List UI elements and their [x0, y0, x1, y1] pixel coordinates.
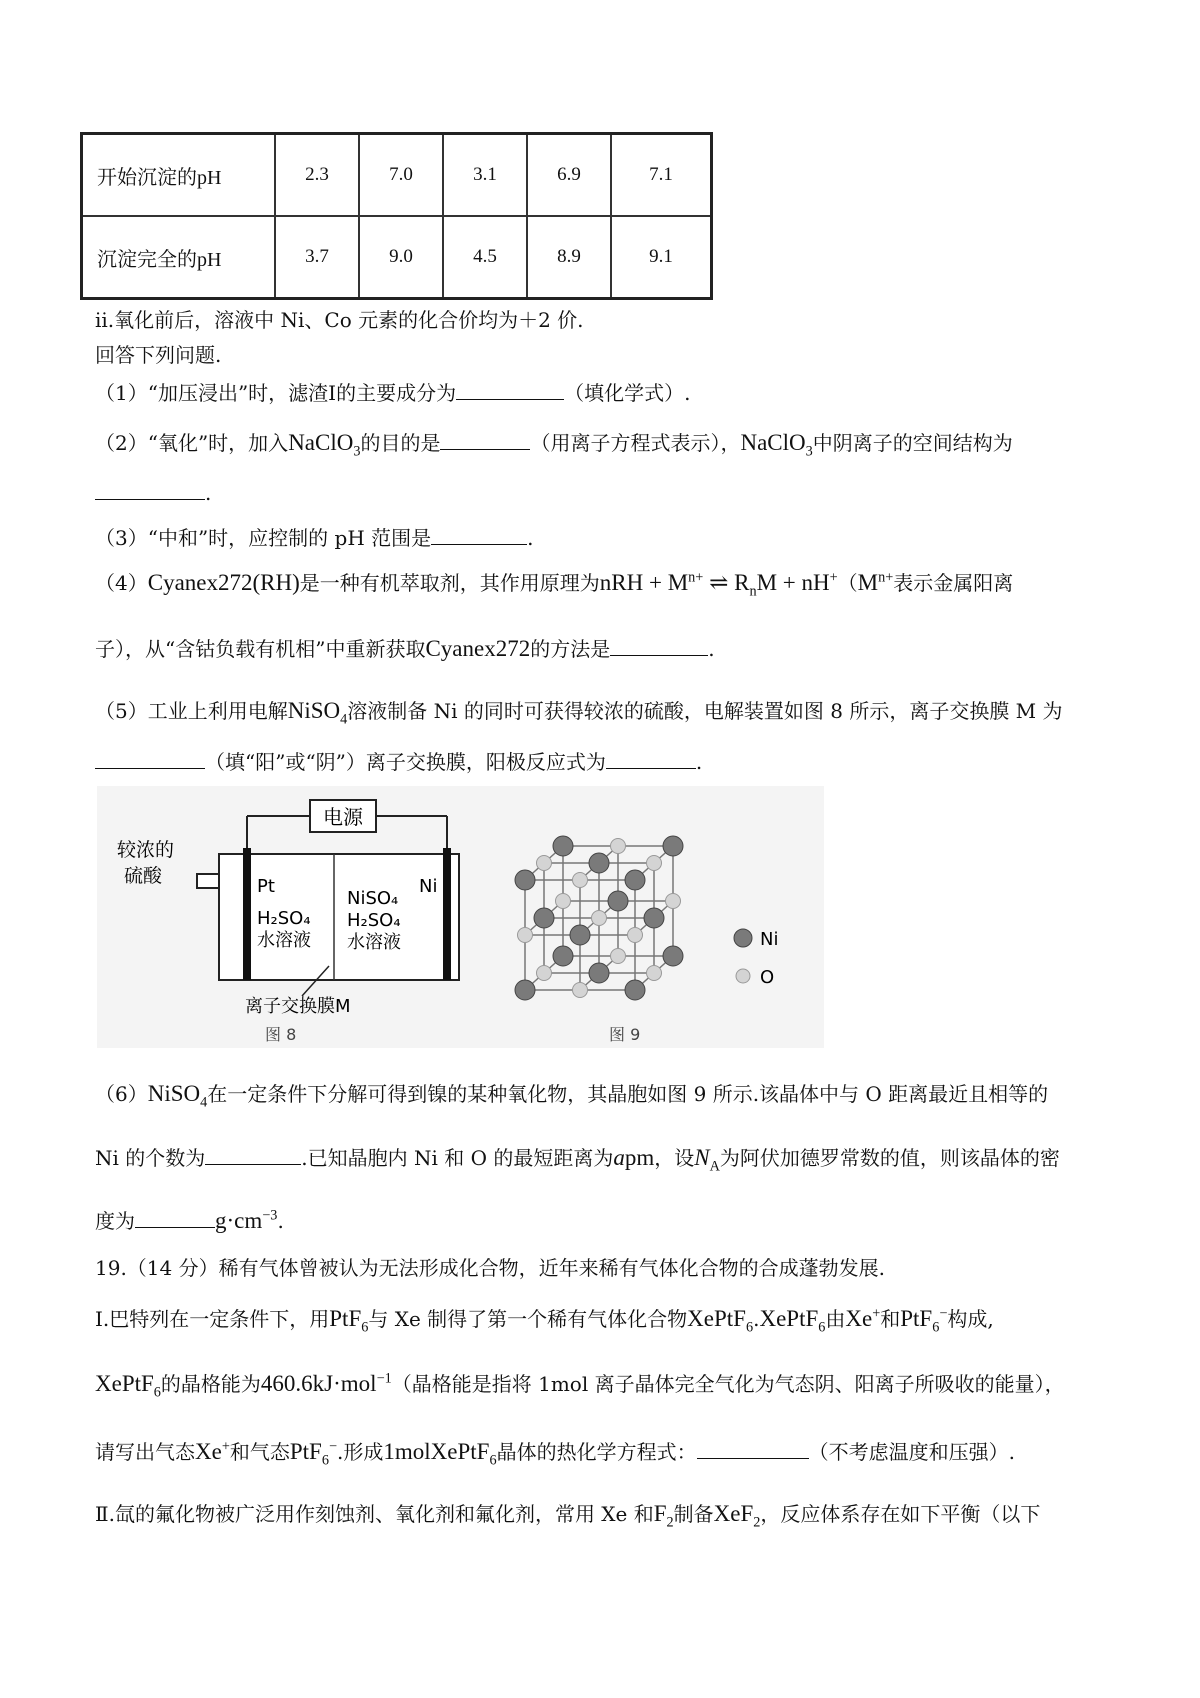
answer-blank[interactable] — [610, 634, 708, 656]
ni-electrode — [443, 848, 451, 980]
o-atom — [647, 966, 662, 981]
question-4-cont — [95, 634, 715, 663]
text: 晶体的热化学方程式： — [496, 1440, 697, 1464]
part-I-line-1 — [95, 1305, 994, 1337]
text: . — [695, 750, 703, 774]
note-ii: ii.氧化前后，溶液中 Ni、Co 元素的化合价均为＋2 价. — [95, 308, 584, 332]
o-atom — [537, 966, 552, 981]
formula: $N_A$ — [694, 1145, 720, 1175]
text: （ — [837, 571, 858, 595]
text: .形成 — [337, 1440, 384, 1464]
ni-atom — [663, 946, 683, 966]
membrane-label: 离子交换膜M — [245, 996, 351, 1017]
text: Ni 的个数为 — [95, 1146, 206, 1170]
table-cell: 8.9 — [527, 216, 611, 299]
text: . — [708, 637, 715, 661]
text: . — [277, 1209, 284, 1233]
formula: Xe+ — [845, 1305, 881, 1331]
text: 溶液制备 Ni 的同时可获得较浓的硫酸，电解装置如图 8 所示，离子交换膜 M 为 — [347, 699, 1063, 723]
table-cell: 9.1 — [611, 216, 712, 299]
right-solution-2: H₂SO₄ — [347, 910, 401, 931]
question-2-cont — [95, 478, 211, 505]
note-answer: 回答下列问题. — [95, 343, 222, 367]
table-cell: 4.5 — [443, 216, 527, 299]
table-row — [82, 134, 712, 217]
question-2 — [95, 428, 1013, 461]
text: 中阴离子的空间结构为 — [812, 431, 1013, 455]
answer-blank[interactable] — [456, 378, 564, 400]
text: . — [753, 1307, 760, 1331]
formula: Cyanex272 — [425, 636, 531, 661]
o-atom — [537, 856, 552, 871]
electrolysis-cell — [219, 854, 459, 980]
question-1 — [95, 378, 690, 405]
formula: NiSO$_4$ — [287, 698, 348, 728]
question-6-cont2 — [95, 1206, 284, 1235]
answer-blank[interactable] — [697, 1437, 809, 1459]
row-label: 沉淀完全的pH — [82, 216, 276, 299]
text: （填“阳”或“阴”）离子交换膜，阳极反应式为 — [205, 750, 606, 774]
text: （1）“加压浸出”时，滤渣Ⅰ的主要成分为 — [95, 381, 457, 405]
o-atom — [556, 894, 571, 909]
formula: XePtF$_6$ — [95, 1371, 161, 1401]
text: 表示金属阳离 — [893, 571, 1014, 595]
text: ，设 — [654, 1146, 695, 1170]
ni-atom — [534, 908, 554, 928]
answer-blank[interactable] — [95, 747, 205, 769]
text: 由 — [825, 1307, 846, 1331]
power-label: 电源 — [323, 805, 363, 829]
formula: NaClO$_3$ — [288, 430, 361, 460]
text: Ⅱ.氙的氟化物被广泛用作刻蚀剂、氧化剂和氟化剂，常用 Xe 和 — [95, 1502, 654, 1526]
question-5-cont — [95, 747, 702, 774]
acid-label-1: 较浓的 — [117, 839, 175, 861]
formula: XePtF$_6$ — [759, 1306, 826, 1336]
formula: XePtF$_6$ — [687, 1306, 754, 1336]
text: 的目的是 — [360, 431, 441, 455]
pt-electrode — [243, 848, 251, 980]
figure-svg — [97, 786, 824, 1048]
lattice-atoms — [515, 836, 683, 1000]
part-II-line-1 — [95, 1500, 1040, 1532]
text: 为阿伏加德罗常数的值，则该晶体的密 — [719, 1146, 1060, 1170]
o-atom — [666, 894, 681, 909]
ni-atom — [608, 891, 628, 911]
table-row — [82, 216, 712, 299]
figure-8 — [117, 800, 459, 1044]
text: 的方法是 — [530, 637, 611, 661]
acid-outlet — [197, 874, 219, 888]
text: 构成, — [947, 1307, 994, 1331]
table-cell: 6.9 — [527, 134, 611, 217]
equation: nRH + $M^{n+}$ ⇌ $R_nM + nH^+$ — [599, 569, 838, 600]
ni-atom — [625, 980, 645, 1000]
answer-blank[interactable] — [135, 1206, 215, 1228]
o-atom — [573, 983, 588, 998]
o-atom — [628, 928, 643, 943]
table-cell: 2.3 — [275, 134, 359, 217]
o-atom — [592, 911, 607, 926]
text: 制备 — [673, 1502, 714, 1526]
formula: Xe+ — [195, 1438, 230, 1464]
ni-atom — [553, 946, 573, 966]
text: （晶格能是指将 1mol 离子晶体完全气化为气态阴、阳离子所吸收的能量）， — [391, 1372, 1065, 1396]
part-I-line-3 — [95, 1437, 1015, 1470]
question-6-cont — [95, 1143, 1060, 1176]
table-cell: 3.1 — [443, 134, 527, 217]
figure-9-caption: 图 9 — [609, 1025, 641, 1044]
formula: $F_2$ — [653, 1501, 674, 1531]
pt-label: Pt — [257, 876, 275, 897]
legend-o-label: O — [760, 967, 775, 988]
ni-atom — [625, 870, 645, 890]
formula: 1molXePtF$_6$ — [383, 1439, 497, 1469]
figures-8-9 — [97, 786, 824, 1048]
text: （4） — [95, 571, 148, 595]
text: 和 — [880, 1307, 901, 1331]
right-solution-3: 水溶液 — [347, 932, 401, 953]
ni-label: Ni — [419, 876, 438, 897]
table-cell: 7.1 — [611, 134, 712, 217]
text: 与 Xe 制得了第一个稀有气体化合物 — [368, 1307, 688, 1331]
answer-blank[interactable] — [440, 428, 530, 450]
formula: apm — [613, 1145, 655, 1170]
formula: NaClO$_3$ — [740, 430, 813, 460]
question-4 — [95, 569, 1013, 601]
ni-atom — [663, 836, 683, 856]
formula: Cyanex272(RH) — [147, 570, 300, 595]
left-solution-1: H₂SO₄ — [257, 908, 311, 929]
ni-atom — [589, 963, 609, 983]
text: Ⅰ.巴特列在一定条件下，用 — [95, 1307, 330, 1331]
o-atom — [573, 873, 588, 888]
text: ，反应体系存在如下平衡（以下 — [760, 1502, 1041, 1526]
question-3 — [95, 523, 534, 550]
figure-9 — [515, 836, 778, 1044]
ni-atom — [515, 980, 535, 1000]
text: 在一定条件下分解可得到镍的某种氧化物，其晶胞如图 9 所示.该晶体中与 O 距离最近且相等的 — [207, 1082, 1049, 1106]
answer-blank[interactable] — [606, 747, 696, 769]
table-cell: 3.7 — [275, 216, 359, 299]
formula: PtF$_6$ — [329, 1306, 369, 1336]
o-atom — [518, 928, 533, 943]
answer-blank[interactable] — [95, 478, 205, 500]
part-I-line-2 — [95, 1370, 1065, 1402]
o-atom — [611, 949, 626, 964]
text: 的晶格能为 — [160, 1372, 261, 1396]
o-atom — [611, 839, 626, 854]
ph-table — [80, 132, 713, 300]
text: （5）工业上利用电解 — [95, 699, 288, 723]
text: . — [527, 526, 534, 550]
question-6 — [95, 1080, 1048, 1112]
ni-atom — [644, 908, 664, 928]
row-label: 开始沉淀的pH — [82, 134, 276, 217]
right-solution-1: NiSO₄ — [347, 888, 399, 909]
text: .已知晶胞内 Ni 和 O 的最短距离为 — [301, 1146, 614, 1170]
formula: NiSO$_4$ — [147, 1081, 208, 1111]
answer-blank[interactable] — [205, 1143, 301, 1165]
text: （用离子方程式表示）， — [530, 431, 741, 455]
legend-o-marker — [736, 969, 750, 983]
text: （6） — [95, 1082, 148, 1106]
unit: $g\cdot cm^{-3}$ — [215, 1207, 278, 1233]
formula: $M^{n+}$ — [857, 569, 894, 595]
figure-8-caption: 图 8 — [265, 1025, 297, 1044]
legend-ni-label: Ni — [760, 929, 779, 950]
table-cell: 7.0 — [359, 134, 443, 217]
text: 和气态 — [229, 1440, 290, 1464]
ni-atom — [553, 836, 573, 856]
text: 是一种有机萃取剂，其作用原理为 — [299, 571, 600, 595]
text: . — [205, 481, 212, 505]
answer-blank[interactable] — [431, 523, 527, 545]
ni-atom — [589, 853, 609, 873]
legend-ni-marker — [734, 929, 752, 947]
table-cell: 9.0 — [359, 216, 443, 299]
question-19-title: 19.（14 分）稀有气体曾被认为无法形成化合物，近年来稀有气体化合物的合成蓬勃发展. — [95, 1256, 885, 1280]
text: 度为 — [95, 1209, 135, 1233]
text: 请写出气态 — [95, 1440, 195, 1464]
text: （不考虑温度和压强）. — [808, 1440, 1015, 1464]
text: （3）“中和”时，应控制的 pH 范围是 — [95, 526, 432, 550]
left-solution-2: 水溶液 — [257, 930, 311, 951]
question-5 — [95, 697, 1063, 729]
acid-label-2: 硫酸 — [124, 865, 163, 887]
text: （填化学式）. — [564, 381, 691, 405]
formula: 460.6kJ·mol$^{-1}$ — [260, 1370, 392, 1396]
text: （2）“氧化”时，加入 — [95, 431, 289, 455]
formula: PtF$_6$− — [289, 1438, 338, 1469]
ni-atom — [515, 870, 535, 890]
formula: PtF$_6$− — [900, 1305, 948, 1336]
o-atom — [647, 856, 662, 871]
ni-atom — [570, 925, 590, 945]
formula: XeF$_2$ — [713, 1501, 761, 1531]
text: 子），从“含钴负载有机相”中重新获取 — [95, 637, 426, 661]
